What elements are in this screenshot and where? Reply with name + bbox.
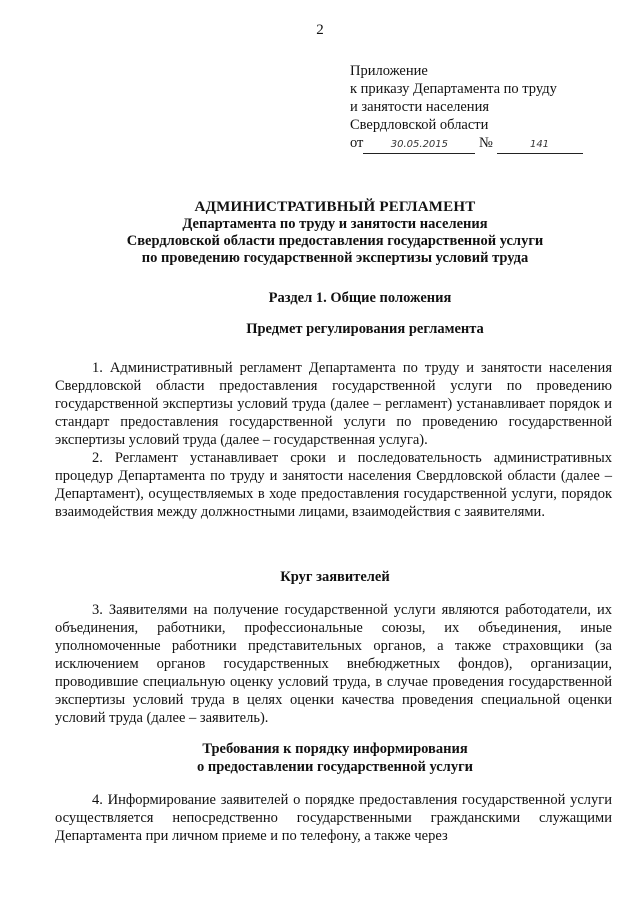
appendix-block — [350, 62, 583, 154]
order-date-value: 30.05.2015 — [363, 138, 475, 154]
number-label: № — [479, 135, 493, 151]
informing-subheading-line-1: Требования к порядку информирования — [202, 741, 468, 757]
document-title-line-4: по проведению государственной экспертизы условий труда — [141, 250, 529, 266]
document-title-line-3: Свердловской области предоставления государственной услуги — [126, 233, 544, 249]
applicants-subheading: Круг заявителей — [280, 569, 390, 585]
from-label: от — [350, 135, 364, 151]
appendix-line-2: к приказу Департамента по труду — [350, 81, 557, 97]
order-number-value: 141 — [497, 138, 583, 154]
paragraph-4-block — [55, 791, 612, 845]
paragraphs-1-2 — [55, 359, 612, 521]
document-title-line-2: Департамента по труду и занятости населения — [182, 216, 488, 232]
appendix-line-3: и занятости населения — [350, 99, 489, 115]
page-number: 2 — [316, 22, 324, 38]
appendix-line-4: Свердловской области — [350, 117, 489, 133]
subject-subheading: Предмет регулирования регламента — [246, 321, 484, 337]
paragraph-2: 2. Регламент устанавливает сроки и последовательность административных процедур Департамента по труду и занятости населения Свердловской области (далее – Департамент), осуществляемых в ходе предоставления государственной услуги, порядок взаимодействия между должностными лицами, взаимодействия с заявителями. — [55, 450, 612, 520]
paragraph-4: 4. Информирование заявителей о порядке предоставления государственной услуги осуществляется непосредственно государственными гражданскими служащими Департамента при личном приеме и по телефону, а также через — [55, 792, 612, 844]
order-date-number-line — [350, 134, 583, 154]
document-title: АДМИНИСТРАТИВНЫЙ РЕГЛАМЕНТ — [194, 199, 476, 215]
paragraph-1: 1. Административный регламент Департамента по труду и занятости населения Свердловской области предоставления государственной услуги по проведению государственной экспертизы условий труда (далее – регламент) устанавливает порядок и стандарт предоставления государственной услуги по проведению государственной экспертизы условий труда (далее – государственная услуга). — [55, 360, 612, 448]
paragraph-3-block — [55, 601, 612, 727]
informing-subheading-line-2: о предоставлении государственной услуги — [196, 759, 474, 775]
appendix-line-1: Приложение — [350, 63, 428, 79]
section-1-heading: Раздел 1. Общие положения — [268, 290, 452, 306]
paragraph-3: 3. Заявителями на получение государственной услуги являются работодатели, их объединения, работники, профессиональные союзы, их объединения, иные уполномоченные работники представительных органов, а также страховщики (за исключением органов государственных внебюджетных фондов), организации, проводившие специальную оценку условий труда, в случае проведения государственной экспертизы условий труда в целях оценки качества проведения специальной оценки условий труда (далее – заявитель). — [55, 602, 612, 726]
